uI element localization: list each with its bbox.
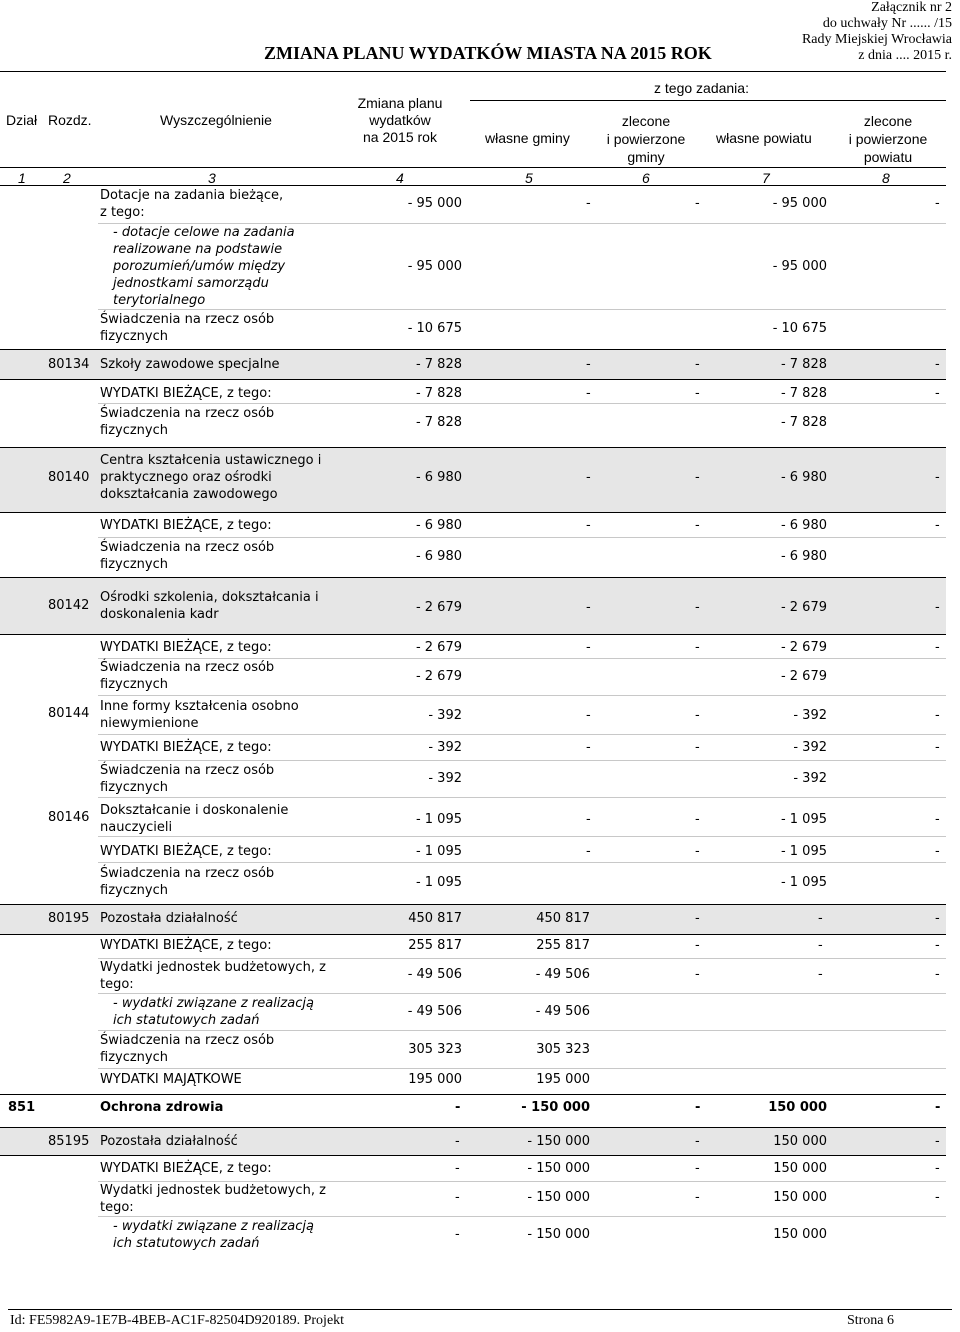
rule-a	[0, 349, 946, 350]
cell-c4: - 6 980	[415, 549, 462, 564]
header-zlecone-gminy	[596, 112, 696, 166]
cell-c7: - 2 679	[780, 600, 827, 615]
row-desc: Pozostała działalność	[100, 1134, 238, 1149]
table-row-desc	[100, 405, 274, 439]
cell-c8: -	[935, 518, 940, 533]
sub-rule	[98, 537, 946, 538]
cell-c4: - 2 679	[415, 669, 462, 684]
col-number-7: 7	[762, 170, 770, 186]
row-desc-line: - wydatki związane z realizacją	[113, 996, 314, 1011]
cell-c7: 150 000	[773, 1190, 827, 1205]
rozdzial-code: 80142	[48, 598, 90, 613]
cell-c4: -	[455, 1100, 461, 1115]
cell-c8: -	[935, 196, 940, 211]
row-desc-line: - dotacje celowe na zadania	[113, 225, 295, 240]
table-row-desc	[100, 311, 274, 345]
row-desc: Pozostała działalność	[100, 911, 238, 926]
cell-c7: - 7 828	[780, 386, 827, 401]
cell-c6: -	[695, 967, 700, 982]
row-desc-line: Świadczenia na rzecz osób	[100, 406, 275, 421]
cell-c7: - 2 679	[780, 640, 827, 655]
row-desc-line: fizycznych	[100, 1050, 168, 1065]
cell-c4: - 95 000	[407, 259, 462, 274]
sub-rule	[98, 695, 946, 696]
header-zmiana-l1: Zmiana planu	[357, 95, 443, 111]
header-rozdz: Rozdz.	[48, 112, 92, 128]
cell-c6: -	[695, 640, 700, 655]
row-desc-line: z tego:	[100, 205, 145, 220]
cell-c7: - 2 679	[780, 669, 827, 684]
cell-c4: - 7 828	[415, 415, 462, 430]
col-number-8: 8	[882, 170, 890, 186]
row-desc-line: tego:	[100, 1200, 134, 1215]
sub-rule	[98, 797, 946, 798]
footer-id: Id: FE5982A9-1E7B-4BEB-AC1F-82504D920189. Projekt	[10, 1313, 345, 1328]
table-row-desc	[100, 1032, 274, 1066]
row-desc-line: Wydatki jednostek budżetowych, z	[100, 960, 326, 975]
cell-c6: -	[695, 600, 700, 615]
cell-c7: -	[818, 967, 823, 982]
cell-c5: -	[586, 640, 591, 655]
cell-c8: -	[935, 812, 940, 827]
rozdzial-code: 80195	[48, 911, 90, 926]
cell-c7: - 7 828	[780, 415, 827, 430]
rule-e	[0, 577, 946, 578]
cell-c6: -	[695, 938, 700, 953]
cell-c7: - 392	[793, 771, 827, 786]
cell-c4: - 6 980	[415, 518, 462, 533]
dzial-code: 851	[8, 1100, 36, 1115]
row-desc-line: terytorialnego	[113, 293, 206, 308]
cell-c5: - 150 000	[527, 1190, 590, 1205]
cell-c4: -	[455, 1134, 460, 1149]
sub-rule	[98, 760, 946, 761]
header-top-rule	[0, 71, 946, 72]
rozdzial-code: 80140	[48, 470, 90, 485]
cell-c5: -	[586, 812, 591, 827]
cell-c4: - 1 095	[415, 875, 462, 890]
cell-c5: - 150 000	[521, 1100, 590, 1115]
table-row-desc	[100, 698, 299, 732]
cell-c4: - 10 675	[407, 321, 462, 336]
table-row-desc	[100, 452, 321, 503]
table-row-desc	[100, 802, 288, 836]
cell-c4: - 2 679	[415, 640, 462, 655]
cell-c7: - 7 828	[780, 357, 827, 372]
row-desc-line: Dokształcanie i doskonalenie	[100, 803, 289, 818]
cell-c4: - 392	[428, 771, 462, 786]
row-desc-line: realizowane na podstawie	[113, 242, 283, 257]
cell-c7: - 392	[793, 740, 827, 755]
table-row-desc	[100, 187, 283, 221]
cell-c8: -	[935, 640, 940, 655]
cell-c7: 150 000	[773, 1227, 827, 1242]
cell-c8: -	[935, 911, 940, 926]
cell-c6: -	[695, 1190, 700, 1205]
cell-c4: 450 817	[408, 911, 462, 926]
row-desc: WYDATKI BIEŻĄCE, z tego:	[100, 938, 272, 953]
cell-c8: -	[935, 1100, 941, 1115]
cell-c4: - 7 828	[415, 357, 462, 372]
col-number-4: 4	[396, 170, 404, 186]
cell-c6: -	[695, 470, 700, 485]
cell-c6: -	[695, 196, 700, 211]
cell-c4: -	[455, 1227, 460, 1242]
row-desc-line: ich statutowych zadań	[113, 1236, 260, 1251]
cell-c5: 255 817	[536, 938, 590, 953]
footer-rule	[8, 1309, 952, 1310]
cell-c6: -	[695, 1100, 701, 1115]
cell-c4: -	[455, 1190, 460, 1205]
cell-c5: -	[586, 357, 591, 372]
header-wlasne-gminy: własne gminy	[485, 130, 570, 146]
row-desc-line: fizycznych	[100, 677, 168, 692]
cell-c5: -	[586, 844, 591, 859]
header-z-tego: z tego zadania:	[654, 80, 749, 96]
header-wlasne-powiatu: własne powiatu	[716, 130, 812, 146]
header-dzial: Dział	[6, 112, 38, 128]
row-desc-line: fizycznych	[100, 557, 168, 572]
cell-c6: -	[695, 357, 700, 372]
cell-c5: - 150 000	[527, 1161, 590, 1176]
footer-page: Strona 6	[846, 1313, 894, 1328]
header-zlecone-powiatu-l1: zlecone	[863, 113, 913, 129]
cell-c4: - 1 095	[415, 844, 462, 859]
table-row-desc	[113, 1218, 314, 1252]
row-desc-line: ich statutowych zadań	[113, 1013, 260, 1028]
cell-c7: -	[818, 911, 823, 926]
rozdzial-code: 80146	[48, 810, 90, 825]
row-desc-line: Dotacje na zadania bieżące,	[100, 188, 284, 203]
cell-c5: -	[586, 196, 591, 211]
row-desc-line: praktycznego oraz ośrodki	[100, 470, 272, 485]
sub-rule	[98, 734, 946, 735]
row-desc-line: doskonalenia kadr	[100, 607, 219, 622]
row-desc-line: porozumień/umów między	[113, 259, 286, 274]
row-desc-line: fizycznych	[100, 329, 168, 344]
col-number-2: 2	[63, 170, 71, 186]
cell-c6: -	[695, 740, 700, 755]
row-desc: Ochrona zdrowia	[100, 1100, 224, 1115]
cell-c4: 195 000	[408, 1072, 462, 1087]
header-zmiana-l2: wydatków	[369, 112, 431, 128]
sub-rule	[98, 1068, 946, 1069]
cell-c5: -	[586, 708, 591, 723]
annex-line-3: Rady Miejskiej Wrocławia	[801, 32, 952, 47]
cell-c8: -	[935, 386, 940, 401]
cell-c4: 255 817	[408, 938, 462, 953]
header-zlecone-powiatu-l2: i powierzone	[848, 131, 928, 147]
cell-c7: - 1 095	[780, 812, 827, 827]
sub-rule	[98, 1216, 946, 1217]
col-number-6: 6	[642, 170, 650, 186]
table-row-desc	[100, 762, 274, 796]
cell-c8: -	[935, 708, 940, 723]
cell-c6: -	[695, 386, 700, 401]
row-desc: WYDATKI BIEŻĄCE, z tego:	[100, 740, 272, 755]
cell-c5: -	[586, 518, 591, 533]
cell-c7: -	[818, 938, 823, 953]
cell-c5: - 49 506	[535, 1004, 590, 1019]
cell-c4: - 49 506	[407, 1004, 462, 1019]
row-desc: WYDATKI MAJĄTKOWE	[100, 1072, 242, 1087]
cell-c8: -	[935, 357, 940, 372]
row-desc-line: Inne formy kształcenia osobno	[100, 699, 299, 714]
header-zlecone-gminy-l1: zlecone	[621, 113, 671, 129]
row-desc-line: Świadczenia na rzecz osób	[100, 540, 275, 555]
cell-c4: - 7 828	[415, 386, 462, 401]
cell-c4: - 95 000	[407, 196, 462, 211]
row-desc-line: jednostkami samorządu	[113, 276, 269, 291]
page-title: ZMIANA PLANU WYDATKÓW MIASTA NA 2015 ROK	[264, 43, 712, 63]
cell-c5: -	[586, 386, 591, 401]
table-row-desc	[113, 995, 314, 1029]
row-desc-line: fizycznych	[100, 423, 168, 438]
cell-c7: - 1 095	[780, 844, 827, 859]
cell-c6: -	[695, 708, 700, 723]
cell-c6: -	[695, 518, 700, 533]
cell-c6: -	[695, 844, 700, 859]
row-desc-line: nauczycieli	[100, 820, 173, 835]
cell-c6: -	[695, 1134, 700, 1149]
cell-c7: - 6 980	[780, 518, 827, 533]
cell-c7: - 95 000	[772, 196, 827, 211]
rule-c	[0, 447, 946, 448]
row-desc-line: dokształcania zawodowego	[100, 487, 278, 502]
row-desc-line: fizycznych	[100, 883, 168, 898]
cell-c6: -	[695, 911, 700, 926]
cell-c7: 150 000	[773, 1134, 827, 1149]
cell-c7: - 6 980	[780, 470, 827, 485]
cell-c6: -	[695, 1161, 700, 1176]
cell-c4: - 1 095	[415, 812, 462, 827]
cell-c4: - 49 506	[407, 967, 462, 982]
header-zlecone-gminy-l2: i powierzone	[606, 131, 686, 147]
cell-c8: -	[935, 1134, 940, 1149]
cell-c7: - 95 000	[772, 259, 827, 274]
row-desc: WYDATKI BIEŻĄCE, z tego:	[100, 518, 272, 533]
rozdzial-code: 80134	[48, 357, 90, 372]
cell-c8: -	[935, 740, 940, 755]
header-zmiana-l3: na 2015 rok	[363, 129, 437, 145]
row-desc-line: Świadczenia na rzecz osób	[100, 866, 275, 881]
table-row-desc	[113, 224, 295, 309]
row-desc-line: niewymienione	[100, 716, 199, 731]
cell-c5: -	[586, 600, 591, 615]
cell-c4: 305 323	[408, 1042, 462, 1057]
table-row-desc	[100, 1182, 326, 1216]
cell-c8: -	[935, 938, 940, 953]
row-desc-line: - wydatki związane z realizacją	[113, 1219, 314, 1234]
row-desc: WYDATKI BIEŻĄCE, z tego:	[100, 1161, 272, 1176]
cell-c5: - 150 000	[527, 1134, 590, 1149]
rule-d	[0, 512, 946, 513]
row-desc-line: Wydatki jednostek budżetowych, z	[100, 1183, 326, 1198]
row-desc-line: Centra kształcenia ustawicznego i	[100, 453, 322, 468]
row-desc-line: Ośrodki szkolenia, dokształcania i	[100, 590, 319, 605]
rule-h	[0, 934, 946, 935]
sub-rule	[98, 836, 946, 837]
sub-rule	[98, 862, 946, 863]
header-zlecone-powiatu-l3: powiatu	[863, 149, 913, 165]
row-desc: WYDATKI BIEŻĄCE, z tego:	[100, 640, 272, 655]
sub-rule	[98, 403, 946, 404]
row-desc-line: Świadczenia na rzecz osób	[100, 763, 275, 778]
cell-c4: -	[455, 1161, 460, 1176]
row-desc-line: Świadczenia na rzecz osób	[100, 1033, 275, 1048]
annex-line-2: do uchwały Nr ...... /15	[822, 16, 952, 31]
row-desc-line: Świadczenia na rzecz osób	[100, 312, 275, 327]
cell-c5: -	[586, 470, 591, 485]
header-bottom-rule	[0, 185, 946, 186]
header-zlecone-gminy-l3: gminy	[627, 149, 665, 165]
header-zlecone-powiatu	[836, 112, 940, 166]
cell-c5: 305 323	[536, 1042, 590, 1057]
annex-line-4: z dnia .... 2015 r.	[858, 48, 952, 63]
cell-c8: -	[935, 967, 940, 982]
rozdzial-code: 80144	[48, 706, 90, 721]
sub-rule	[98, 993, 946, 994]
cell-c7: - 1 095	[780, 875, 827, 890]
table-row-desc	[100, 659, 274, 693]
cell-c4: - 6 980	[415, 470, 462, 485]
annex-note	[802, 0, 952, 64]
rule-b	[0, 379, 946, 380]
cell-c8: -	[935, 470, 940, 485]
header-zmiana-planu	[350, 95, 450, 146]
header-wyszczegolnienie: Wyszczególnienie	[160, 112, 272, 128]
cell-c4: - 392	[428, 740, 462, 755]
cell-c6: -	[695, 812, 700, 827]
header-mid-rule	[0, 167, 946, 168]
row-desc-line: tego:	[100, 977, 134, 992]
cell-c8: -	[935, 600, 940, 615]
rule-g	[0, 904, 946, 905]
table-row-desc	[100, 589, 319, 623]
cell-c8: -	[935, 844, 940, 859]
sub-rule	[98, 309, 946, 310]
row-desc-line: fizycznych	[100, 780, 168, 795]
cell-c7: - 6 980	[780, 549, 827, 564]
row-desc-line: Świadczenia na rzecz osób	[100, 660, 275, 675]
row-desc: Szkoły zawodowe specjalne	[100, 357, 280, 372]
col-number-1: 1	[18, 170, 26, 186]
subheader-rule	[470, 100, 946, 101]
cell-c7: - 10 675	[772, 321, 827, 336]
cell-c7: - 392	[793, 708, 827, 723]
cell-c8: -	[935, 1190, 940, 1205]
cell-c4: - 392	[428, 708, 462, 723]
cell-c5: 450 817	[536, 911, 590, 926]
cell-c7: 150 000	[768, 1100, 827, 1115]
annex-line-1: Załącznik nr 2	[871, 0, 952, 15]
sub-rule	[98, 1030, 946, 1031]
rule-i	[0, 1094, 946, 1095]
rule-k	[0, 1155, 946, 1156]
rule-f	[0, 634, 946, 635]
cell-c8: -	[935, 1161, 940, 1176]
row-desc: WYDATKI BIEŻĄCE, z tego:	[100, 386, 272, 401]
cell-c7: 150 000	[773, 1161, 827, 1176]
cell-c5: - 150 000	[527, 1227, 590, 1242]
table-row-desc	[100, 539, 274, 573]
cell-c5: 195 000	[536, 1072, 590, 1087]
cell-c5: -	[586, 740, 591, 755]
row-desc: WYDATKI BIEŻĄCE, z tego:	[100, 844, 272, 859]
cell-c4: - 2 679	[415, 600, 462, 615]
table-row-desc	[100, 959, 326, 993]
rule-j	[0, 1127, 946, 1128]
cell-c5: - 49 506	[535, 967, 590, 982]
rozdzial-code: 85195	[48, 1134, 90, 1149]
table-row-desc	[100, 865, 274, 899]
col-number-5: 5	[525, 170, 533, 186]
col-number-3: 3	[208, 170, 216, 186]
